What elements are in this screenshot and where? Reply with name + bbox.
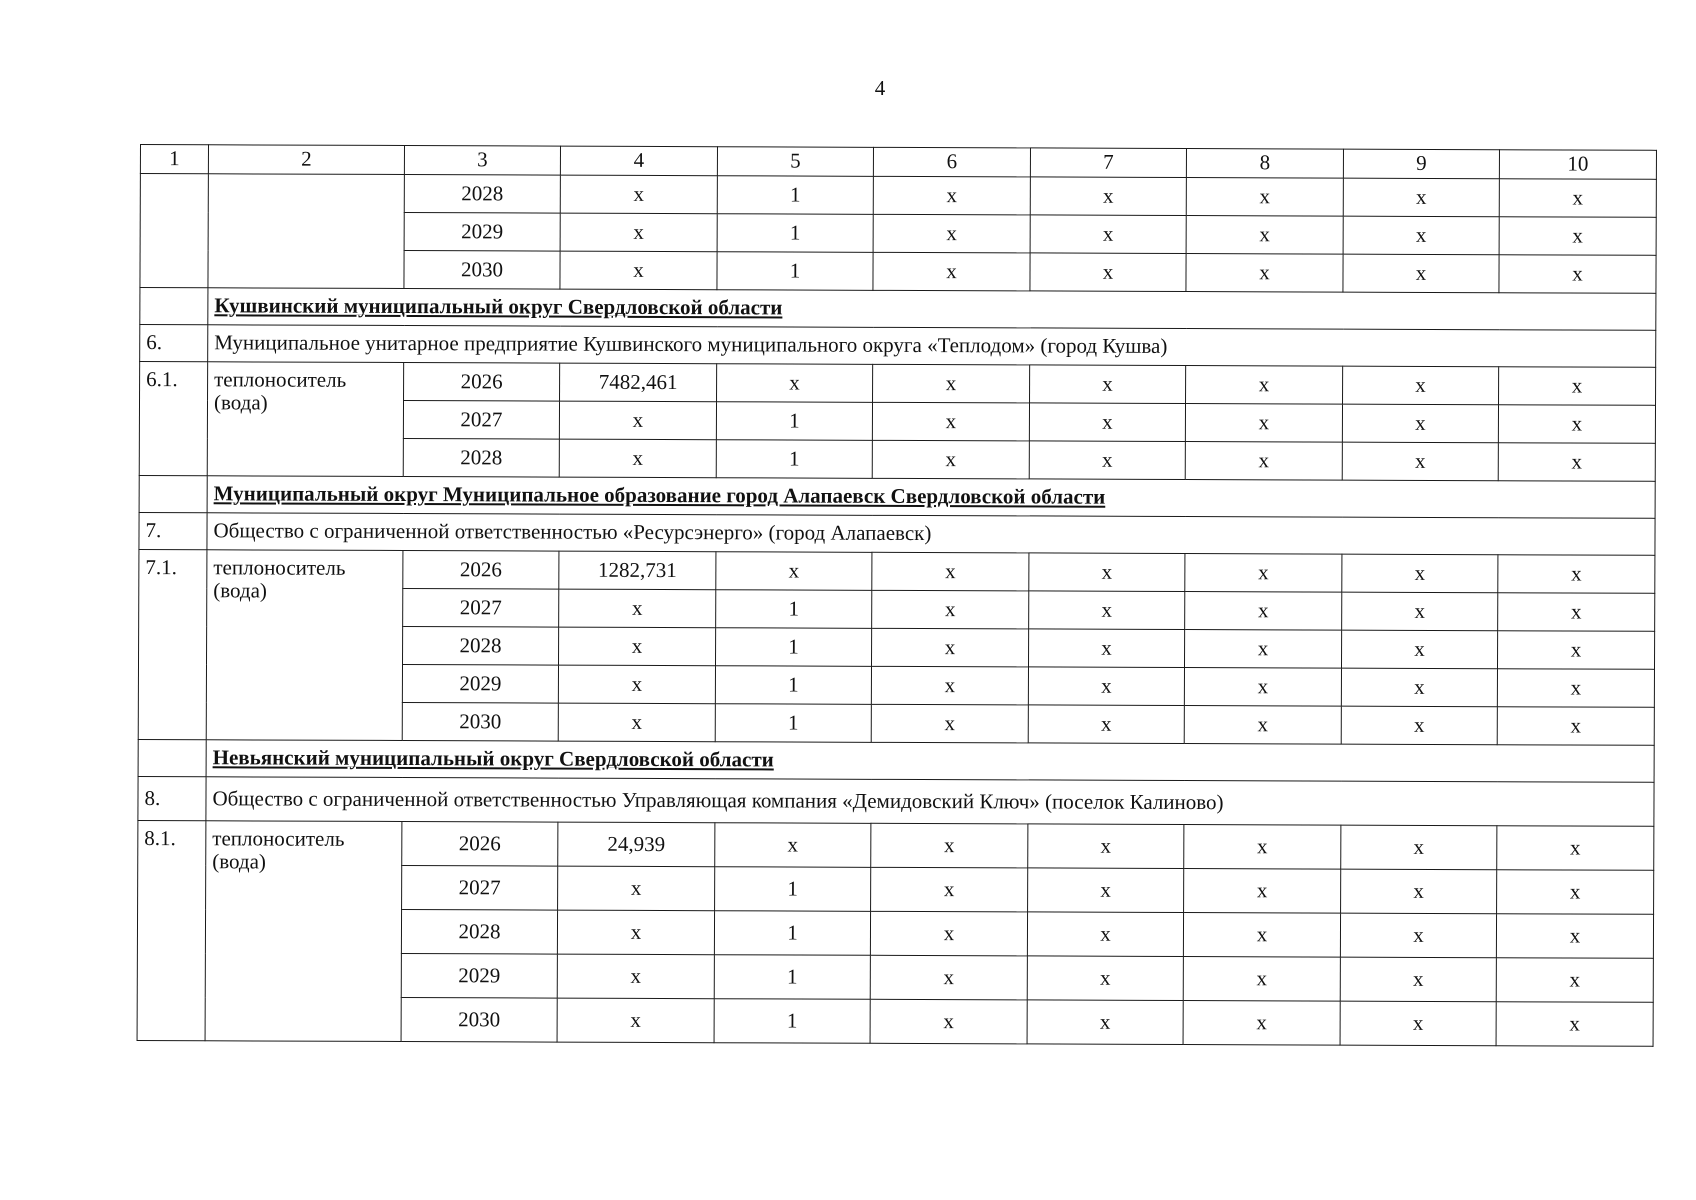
value-cell: х xyxy=(1343,366,1499,405)
value-cell: х xyxy=(1341,706,1497,745)
value-cell: х xyxy=(873,252,1030,291)
value-cell: х xyxy=(1028,667,1184,706)
year-cell: 2029 xyxy=(401,954,557,999)
column-number: 3 xyxy=(404,146,560,176)
tariff-table xyxy=(137,144,1657,1047)
value-cell: х xyxy=(1340,957,1496,1002)
value-cell: 1 xyxy=(716,590,872,629)
value-cell: х xyxy=(1186,178,1343,217)
value-cell: х xyxy=(872,402,1029,441)
value-cell: х xyxy=(1342,592,1498,631)
value-cell: х xyxy=(1029,441,1185,480)
value-cell: х xyxy=(873,176,1030,215)
value-cell: х xyxy=(1498,443,1655,482)
value-cell: х xyxy=(1028,824,1184,869)
value-cell: 1 xyxy=(716,440,872,479)
row-number: 6. xyxy=(140,325,208,362)
value-cell: х xyxy=(1030,177,1186,216)
column-number: 1 xyxy=(140,145,208,174)
value-cell: 1 xyxy=(717,214,873,253)
resource-name: теплоноситель (вода) xyxy=(206,550,403,741)
value-cell: х xyxy=(1185,404,1342,443)
year-cell: 2028 xyxy=(404,175,560,214)
value-cell: х xyxy=(1341,668,1497,707)
value-cell: х xyxy=(870,955,1027,1000)
value-cell: х xyxy=(1499,255,1656,294)
column-number: 9 xyxy=(1343,149,1499,179)
empty-cell xyxy=(208,174,404,289)
value-cell: х xyxy=(1343,254,1499,293)
value-cell: х xyxy=(1183,1001,1340,1046)
sub-row-number: 8.1. xyxy=(137,820,206,1040)
value-cell: х xyxy=(1340,913,1496,958)
value-cell: х xyxy=(870,999,1027,1044)
resource-name: теплоноситель (вода) xyxy=(205,821,402,1042)
value-cell: х xyxy=(1496,958,1653,1003)
table-row xyxy=(140,174,1656,218)
region-heading: Муниципальный округ Муниципальное образование город Алапаевск Свердловской области xyxy=(207,476,1655,519)
value-cell: х xyxy=(560,175,717,214)
value-cell: х xyxy=(557,954,714,999)
value-cell: х xyxy=(873,364,1030,403)
value-cell: х xyxy=(1498,555,1655,594)
value-cell: х xyxy=(559,439,716,478)
value-cell: х xyxy=(558,866,715,911)
year-cell: 2026 xyxy=(403,551,559,590)
value-cell: х xyxy=(1030,365,1186,404)
column-number: 5 xyxy=(717,147,873,177)
value-cell: 1 xyxy=(714,955,870,1000)
organization-row xyxy=(140,325,1656,368)
value-cell: х xyxy=(1027,912,1183,957)
value-cell: х xyxy=(1340,1001,1496,1046)
organization-row xyxy=(138,776,1654,826)
value-cell: х xyxy=(1496,1002,1653,1047)
empty-cell xyxy=(138,739,206,776)
value-cell: х xyxy=(1186,216,1343,255)
empty-cell xyxy=(140,174,208,288)
value-cell: х xyxy=(559,627,716,666)
value-cell: х xyxy=(1184,706,1341,745)
value-cell: 1 xyxy=(715,867,871,912)
value-cell: х xyxy=(872,590,1029,629)
value-cell: х xyxy=(1498,405,1655,444)
value-cell: х xyxy=(1497,870,1654,915)
year-cell: 2026 xyxy=(402,822,558,867)
column-number: 4 xyxy=(560,146,717,176)
value-cell: х xyxy=(1498,593,1655,632)
empty-cell xyxy=(139,475,207,512)
value-cell: х xyxy=(715,823,871,868)
value-cell: х xyxy=(872,440,1029,479)
region-heading: Кушвинский муниципальный округ Свердловской области xyxy=(208,288,1656,331)
value-cell: 1 xyxy=(716,628,872,667)
year-cell: 2027 xyxy=(402,866,558,911)
row-number: 7. xyxy=(139,512,207,549)
value-cell: х xyxy=(1343,216,1499,255)
table-row xyxy=(138,820,1654,870)
value-cell: х xyxy=(557,998,714,1043)
organization-name: Муниципальное унитарное предприятие Кушвинского муниципального округа «Теплодом» (город Кушва) xyxy=(208,325,1656,368)
value-cell: х xyxy=(1499,367,1656,406)
organization-name: Общество с ограниченной ответственностью Управляющая компания «Демидовский Ключ» (поселок Калиново) xyxy=(206,777,1654,827)
region-row xyxy=(139,475,1655,518)
value-cell: х xyxy=(1030,215,1186,254)
value-cell: 1282,731 xyxy=(559,551,716,590)
value-cell: 7482,461 xyxy=(560,363,717,402)
year-cell: 2028 xyxy=(403,627,559,666)
value-cell: х xyxy=(559,401,716,440)
value-cell: х xyxy=(870,911,1027,956)
year-cell: 2028 xyxy=(403,439,559,478)
value-cell: х xyxy=(1185,554,1342,593)
value-cell: х xyxy=(1030,253,1186,292)
column-number: 7 xyxy=(1030,148,1186,178)
row-number: 8. xyxy=(138,776,206,820)
value-cell: х xyxy=(1027,956,1183,1001)
value-cell: х xyxy=(1028,868,1184,913)
value-cell: х xyxy=(1497,631,1654,670)
value-cell: х xyxy=(873,214,1030,253)
organization-name: Общество с ограниченной ответственностью «Ресурсэнерго» (город Алапаевск) xyxy=(207,513,1655,556)
value-cell: х xyxy=(1029,553,1185,592)
year-cell: 2026 xyxy=(404,363,560,402)
table-row xyxy=(140,362,1656,406)
value-cell: х xyxy=(717,364,873,403)
value-cell: 1 xyxy=(714,911,870,956)
value-cell: х xyxy=(871,823,1028,868)
value-cell: 1 xyxy=(717,176,873,215)
value-cell: х xyxy=(558,665,715,704)
region-heading: Невьянский муниципальный округ Свердловской области xyxy=(206,740,1654,783)
year-cell: 2027 xyxy=(403,401,559,440)
value-cell: 1 xyxy=(716,402,872,441)
value-cell: х xyxy=(1499,179,1656,218)
value-cell: х xyxy=(1184,630,1341,669)
value-cell: х xyxy=(1342,554,1498,593)
sub-row-number: 7.1. xyxy=(138,549,207,739)
value-cell: х xyxy=(1497,707,1654,746)
value-cell: х xyxy=(558,703,715,742)
value-cell: 24,939 xyxy=(558,822,715,867)
value-cell: х xyxy=(1186,254,1343,293)
value-cell: х xyxy=(1185,592,1342,631)
value-cell: х xyxy=(1341,630,1497,669)
value-cell: х xyxy=(716,552,872,591)
value-cell: х xyxy=(559,589,716,628)
value-cell: х xyxy=(1028,629,1184,668)
value-cell: х xyxy=(1186,366,1343,405)
resource-name: теплоноситель (вода) xyxy=(207,362,403,477)
year-cell: 2028 xyxy=(401,910,557,955)
year-cell: 2029 xyxy=(404,213,560,252)
value-cell: х xyxy=(871,628,1028,667)
value-cell: х xyxy=(871,867,1028,912)
value-cell: х xyxy=(1342,442,1498,481)
value-cell: х xyxy=(871,704,1028,743)
value-cell: х xyxy=(1499,217,1656,256)
value-cell: х xyxy=(872,552,1029,591)
value-cell: 1 xyxy=(717,252,873,291)
region-row xyxy=(138,739,1654,782)
value-cell: х xyxy=(1343,178,1499,217)
region-row xyxy=(140,288,1656,331)
value-cell: х xyxy=(1341,825,1497,870)
value-cell: 1 xyxy=(715,704,871,743)
column-number: 6 xyxy=(873,147,1030,177)
value-cell: 1 xyxy=(715,666,871,705)
value-cell: х xyxy=(1029,403,1185,442)
value-cell: х xyxy=(1497,826,1654,871)
value-cell: х xyxy=(560,251,717,290)
value-cell: х xyxy=(871,666,1028,705)
value-cell: х xyxy=(1029,591,1185,630)
value-cell: х xyxy=(1496,914,1653,959)
value-cell: х xyxy=(557,910,714,955)
column-number: 2 xyxy=(208,145,404,175)
organization-row xyxy=(139,512,1655,555)
value-cell: х xyxy=(1028,705,1184,744)
value-cell: х xyxy=(1184,825,1341,870)
year-cell: 2030 xyxy=(404,251,560,290)
value-cell: х xyxy=(1183,957,1340,1002)
value-cell: х xyxy=(1183,913,1340,958)
value-cell: х xyxy=(1497,669,1654,708)
year-cell: 2029 xyxy=(402,665,558,704)
year-cell: 2030 xyxy=(402,703,558,742)
value-cell: х xyxy=(1027,1000,1183,1045)
value-cell: х xyxy=(1184,668,1341,707)
column-number: 8 xyxy=(1186,149,1343,179)
value-cell: х xyxy=(1341,869,1497,914)
year-cell: 2027 xyxy=(403,589,559,628)
value-cell: х xyxy=(560,213,717,252)
empty-cell xyxy=(140,288,208,325)
column-number: 10 xyxy=(1499,150,1656,180)
sub-row-number: 6.1. xyxy=(139,362,207,476)
year-cell: 2030 xyxy=(401,998,557,1043)
value-cell: 1 xyxy=(714,999,870,1044)
value-cell: х xyxy=(1342,404,1498,443)
value-cell: х xyxy=(1185,442,1342,481)
table-row xyxy=(139,549,1655,593)
value-cell: х xyxy=(1184,869,1341,914)
page-number: 4 xyxy=(874,76,886,100)
